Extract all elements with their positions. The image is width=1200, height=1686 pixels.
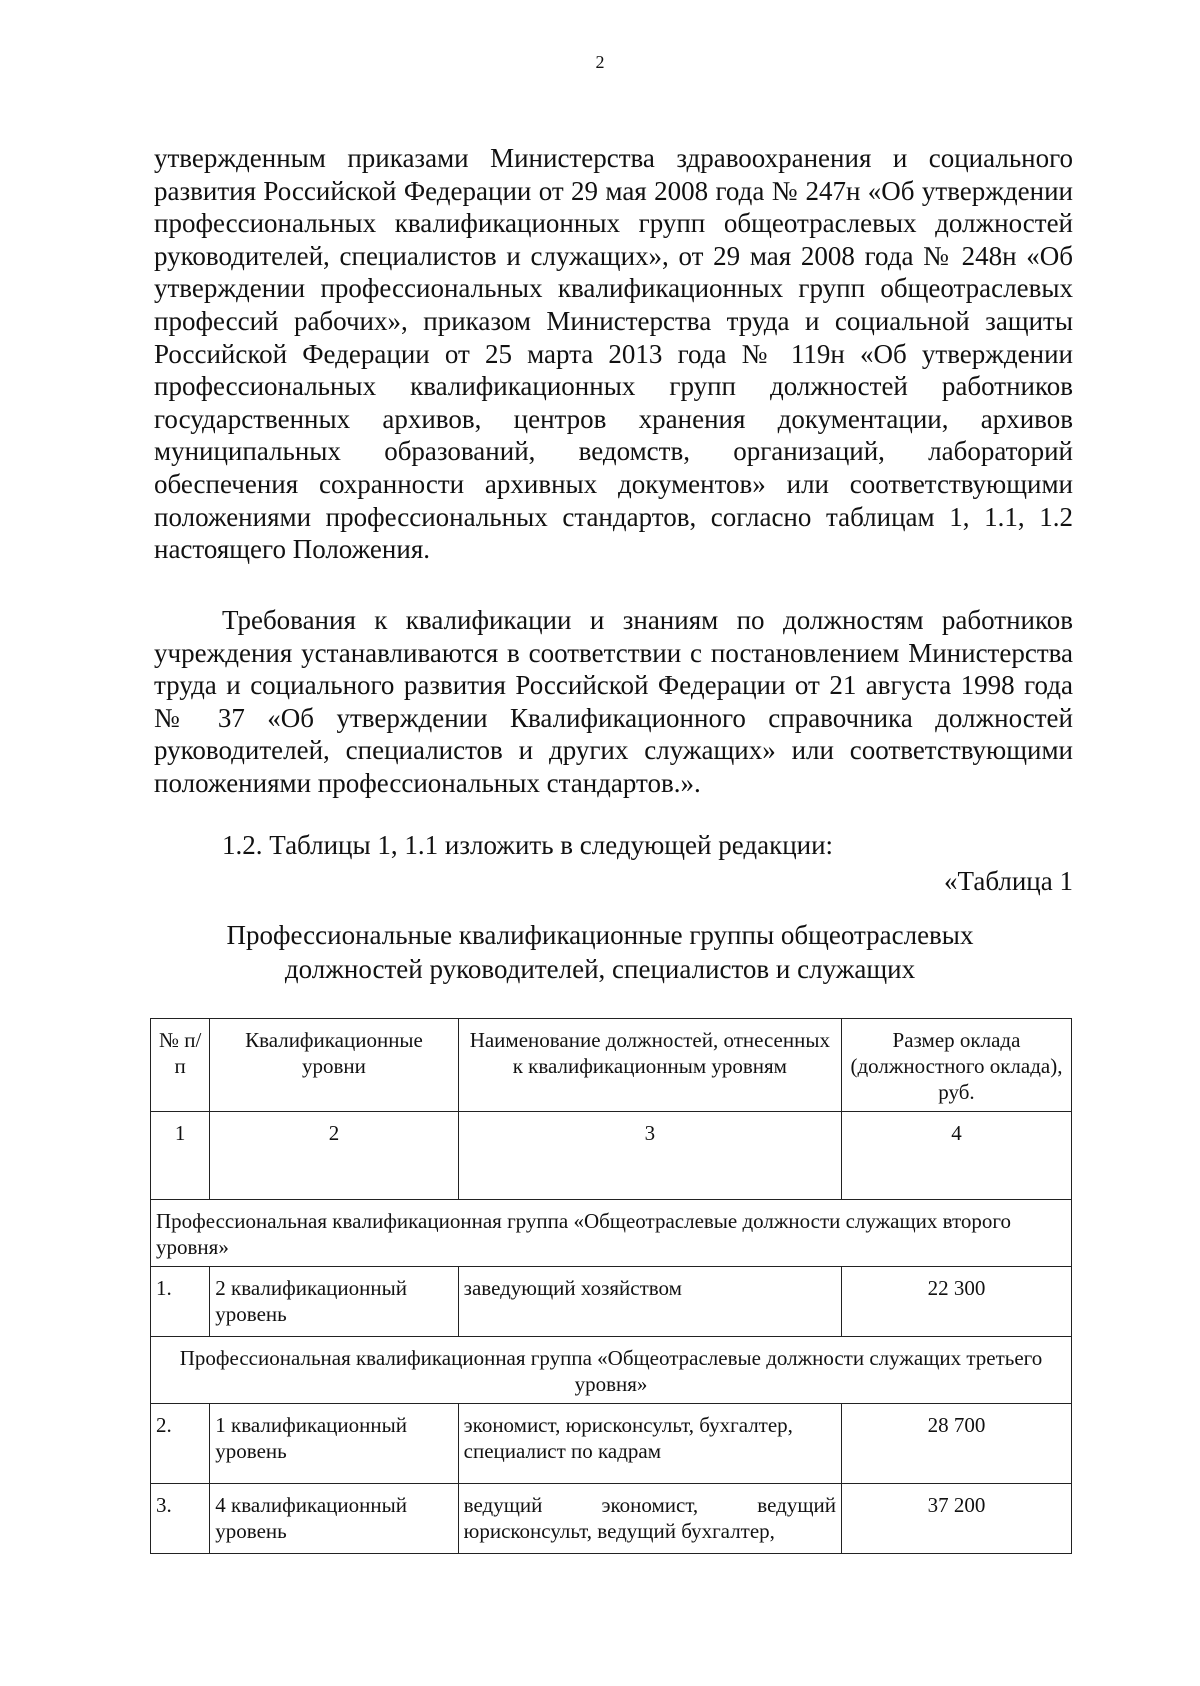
table-row (151, 1267, 1072, 1337)
table-header-row (151, 1019, 1072, 1112)
row-salary: 22 300 (841, 1267, 1071, 1337)
row-level: 2 квалификационный уровень (210, 1267, 458, 1337)
row-salary: 28 700 (841, 1404, 1071, 1484)
header-levels: Квалификационные уровни (210, 1019, 458, 1112)
table-row (151, 1404, 1072, 1484)
row-positions: экономист, юрисконсульт, бухгалтер, специалист по кадрам (458, 1404, 841, 1484)
column-number: 3 (458, 1112, 841, 1200)
table-title-line-1: Профессиональные квалификационные группы общеотраслевых (226, 920, 974, 950)
qualification-table (150, 1018, 1072, 1554)
group-heading: Профессиональная квалификационная группа «Общеотраслевые должности служащих второго уровня» (151, 1200, 1072, 1267)
column-number: 2 (210, 1112, 458, 1200)
row-positions: заведующий хозяйством (458, 1267, 841, 1337)
table-title-line-2: должностей руководителей, специалистов и служащих (284, 954, 916, 984)
column-number-row (151, 1112, 1072, 1200)
body-paragraph-2: Требования к квалификации и знаниям по должностям работников учреждения устанавливаются в соответствии с постановлением Министерства труда и социального развития Российской Федерации от 21 августа 1998 года № 37 «Об утверждении Квалификационного справочника должностей руководителей, специалистов и других служащих» или соответствующими положениями профессиональных стандартов.». (154, 605, 1073, 798)
row-number: 1. (151, 1267, 210, 1337)
header-number: № п/п (151, 1019, 210, 1112)
group-heading: Профессиональная квалификационная группа «Общеотраслевые должности служащих третьего уровня» (151, 1337, 1072, 1404)
column-number: 4 (841, 1112, 1071, 1200)
header-salary: Размер оклада (должностного оклада), руб. (841, 1019, 1071, 1112)
row-number: 3. (151, 1484, 210, 1554)
page-number: 2 (595, 52, 605, 72)
row-level: 1 квалификационный уровень (210, 1404, 458, 1484)
column-number: 1 (151, 1112, 210, 1200)
row-number: 2. (151, 1404, 210, 1484)
row-positions: ведущий экономист, ведущий юрисконсульт, ведущий бухгалтер, (458, 1484, 841, 1554)
row-level: 4 квалификационный уровень (210, 1484, 458, 1554)
group-row (151, 1337, 1072, 1404)
header-positions: Наименование должностей, отнесенных к квалификационным уровням (458, 1019, 841, 1112)
table-row (151, 1484, 1072, 1554)
table-title (0, 918, 1200, 986)
table-label: «Таблица 1 (944, 866, 1073, 896)
row-salary: 37 200 (841, 1484, 1071, 1554)
group-row (151, 1200, 1072, 1267)
body-paragraph-3: 1.2. Таблицы 1, 1.1 изложить в следующей редакции: (222, 830, 834, 860)
body-paragraph-1: утвержденным приказами Министерства здравоохранения и социального развития Российской Федерации от 29 мая 2008 года № 247н «Об утверждении профессиональных квалификационных групп общеотраслевых должностей руководителей, специалистов и служащих», от 29 мая 2008 года № 248н «Об утверждении профессиональных квалификационных групп общеотраслевых профессий рабочих», приказом Министерства труда и социальной защиты Российской Федерации от 25 марта 2013 года № 119н «Об утверждении профессиональных квалификационных групп должностей работников государственных архивов, центров хранения документации, архивов муниципальных образований, ведомств, организаций, лабораторий обеспечения сохранности архивных документов» или соответствующими положениями профессиональных стандартов, согласно таблицам 1, 1.1, 1.2 настоящего Положения. (154, 143, 1073, 565)
